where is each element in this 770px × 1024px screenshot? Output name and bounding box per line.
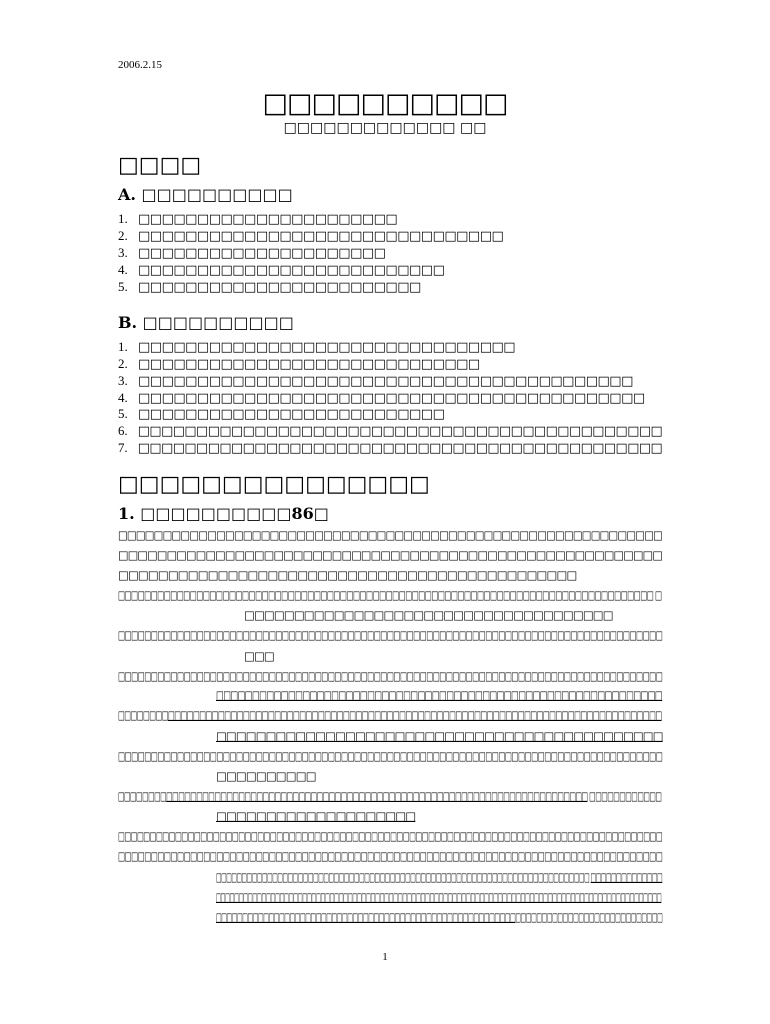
subsection-heading-1: 1. □□□□□□□□□□86□ xyxy=(118,504,329,523)
list-text: □□□□□□□□□□□□□□□□□□□□□□□□□□□□□□□□□□□□□□□□□□□ xyxy=(138,391,645,406)
list-text: □□□□□□□□□□□□□□□□□□□□□□□□□□□□□□□□ xyxy=(138,340,516,355)
list-text: □□□□□□□□□□□□□□□□□□□□□□□□□□□□□□□ xyxy=(138,229,504,244)
list-a-item xyxy=(118,245,385,261)
list-text: □□□□□□□□□□□□□□□□□□□□□□ xyxy=(138,212,398,227)
body-line: □□□□□□□□□□□□□□□□□□□□□□□□□□□□□□□□□□□□□□□□□□□□□□□□□□□□□□□□□□□□□□□□□□□□□□□□□□□□□□□□□□□□□ xyxy=(216,910,663,924)
body-line: □□□□□□□□□□□□□□□□□□□□□□□□□□□□□□□□□□□□□□□□□□□□□□□□□□□□□□□□□□□□□□□□□□□□□□□□□□□□□□□□□□□ xyxy=(118,669,663,683)
list-number: 2. xyxy=(118,228,128,243)
list-number: 7. xyxy=(118,440,128,455)
list-text: □□□□□□□□□□□□□□□□□□□□□□□□□□□□□□□□□□□□□□□□□□□□□ xyxy=(137,424,663,439)
document-subtitle: □□□□□□□□□□□□□ □□ xyxy=(283,120,487,136)
list-b-item xyxy=(118,406,444,422)
body-line: □□□□□□□□□□□□□□□□□□□□□□□□□□□□□□□□□□□□□□□□□□□□□□□□□□□□□□□□□□□□□□□□□□□□□□□□□□□□□□□□□□□ xyxy=(118,749,663,763)
list-number: 4. xyxy=(118,390,128,405)
body-line: □□□□□□□□□□□□□□□□□□□□□□□□□□□□□□□□□□□□□□□□□□□□□□□□□□□□□□□□□□□□□□□□□□□□□□□□□□□□□□□□□□□□□□□ xyxy=(118,708,662,722)
body-line: □□□□□□□□□□□□□□□□□□□□□□□□□□□□□□□□□□□□□□□□□□□□□□□□□□□□□□□□□□□□□□□□□□□□□□□□□□□□□□□□□□□ xyxy=(118,849,663,863)
body-line: □□□□□□□□□□□□□□□□□□□□□□□□□□□□□□□□□□□□□□□□□□□□□□□□□□□□□□□□ xyxy=(118,548,663,562)
body-line: □□□□□□□□□□□□□□□□□□□□□□□□□□□□□□□□□□□□□□□□□□□□□□□□□□□□□□□□□□□□□□□□□□□□□□□□□□□□□□ □□□□□□□□□□□□ xyxy=(118,789,662,803)
body-line: □□□□□□□□□□□□□□□□□□□□□□□□□□□□□□□□□□□□□□□□□□□□□□□□□□□□□□□□□□□□□ xyxy=(118,528,663,542)
list-a-item xyxy=(118,228,503,244)
list-number: 1. xyxy=(118,211,128,226)
list-text: □□□□□□□□□□□□□□□□□□□□□□□□□□□□□□□□□□□□□□□□□□ xyxy=(138,374,633,389)
list-number: 2. xyxy=(118,356,128,371)
body-line: □□□□□□□□□□ xyxy=(216,769,316,783)
list-b-item xyxy=(118,423,662,439)
list-b-item xyxy=(118,390,645,406)
body-line: □□□□□□□□□□□□□□□□□□□□ xyxy=(216,809,416,823)
list-a-item xyxy=(118,211,397,227)
section-heading-1: □□□□ xyxy=(118,153,202,178)
list-number: 3. xyxy=(118,373,128,388)
list-number: 5. xyxy=(118,406,128,421)
list-number: 3. xyxy=(118,245,128,260)
page-number: 1 xyxy=(382,951,388,963)
list-text: □□□□□□□□□□□□□□□□□□□□□□□□ xyxy=(138,280,421,295)
body-line: □□□□□□□□□□□□□□□□□□□□□□□□□□□□□□□□□□□□□□□□□□□□□□□□□□□□□□□□□□□□□□□□□□□□□□□□□□□□□□□□□□□ xyxy=(118,628,663,642)
body-line: □□□□□□□□□□□□□□□□□□□□□□□□□□□□□□□□□□□□□□□□□□□□□ xyxy=(216,729,663,743)
body-line: □□□□□□□□□□□□□□□□□□□□□□□□□□□□□□□□□□□□□□□□□□□□□□ xyxy=(118,568,577,582)
list-b-item xyxy=(118,440,662,456)
list-text: □□□□□□□□□□□□□□□□□□□□□□□□□□ xyxy=(138,407,445,422)
list-a-item xyxy=(118,262,444,278)
body-line: □□□□□□□□□□□□□□□□□□□□□□□□□□□□□□□□□□□□□ xyxy=(244,608,613,622)
list-number: 4. xyxy=(118,262,128,277)
body-line: □□□□□□□□□□□□□□□□□□□□□□□□□□□□□□□□□□□□□□□□□□□□□□□□□□□□□□□□□□□□□□□□□□□□□□□□□ □□□□□□□□□□□□□□ xyxy=(216,870,663,884)
body-line: □□□□□□□□□□□□□□□□□□□□□□□□□□□□□□□□□□□□□□□□□□□□□□□□□□□□□□□□□□□□□□□□□□□□□□□□□□□□□□□□□□ □ xyxy=(118,588,662,602)
body-line: □□□ xyxy=(244,649,274,663)
subsection-heading-b: B. □□□□□□□□□□ xyxy=(118,313,294,332)
list-text: □□□□□□□□□□□□□□□□□□□□□□□□□□ xyxy=(138,263,445,278)
list-b-item xyxy=(118,356,480,372)
body-line: □□□□□□□□□□□□□□□□□□□□□□□□□□□□□□□□□□□□□□□□□□□□□□□□□□□□□□□□□□□□□□□□□□□□□□□□□□□□□□□□□□□□□□ xyxy=(118,829,663,843)
list-b-item xyxy=(118,373,633,389)
list-text: □□□□□□□□□□□□□□□□□□□□□□□□□□□□□□□□□□□□□□□□□□□□□ xyxy=(137,441,663,456)
list-number: 6. xyxy=(118,423,128,438)
body-line: □□□□□□□□□□□□□□□□□□□□□□□□□□□□□□□□□□□□□□□□□□□□□□□□□□□□□□□□□□□□□□ xyxy=(216,688,663,702)
document-date: 2006.2.15 xyxy=(118,59,162,71)
list-b-item xyxy=(118,339,515,355)
list-a-item xyxy=(118,279,421,295)
document-title: □□□□□□□□□□ xyxy=(262,88,508,119)
section-heading-2: □□□□□□□□□□□□□□□ xyxy=(118,472,430,497)
list-text: □□□□□□□□□□□□□□□□□□□□□□□□□□□□□ xyxy=(138,357,480,372)
list-number: 5. xyxy=(118,279,128,294)
subsection-heading-a: A. □□□□□□□□□□ xyxy=(118,185,293,204)
body-line: □□□□□□□□□□□□□□□□□□□□□□□□□□□□□□□□□□□□□□□□□□□□□□□□□□□□□□□□□□□□□□□□□□□□□□□□□□□□□□□□□□□□□□□□□□□□□□□□□□ xyxy=(216,890,662,904)
list-text: □□□□□□□□□□□□□□□□□□□□□ xyxy=(138,246,386,261)
list-number: 1. xyxy=(118,339,128,354)
